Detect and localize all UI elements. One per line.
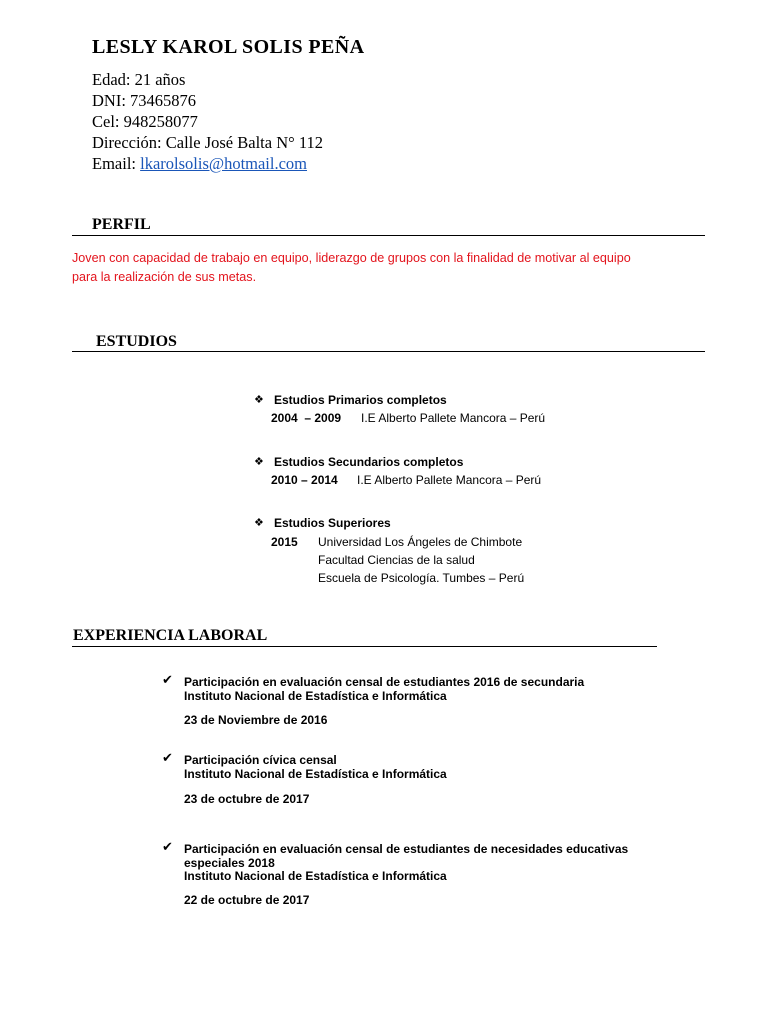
email-label: Email: [92,154,141,173]
diamond-bullet-icon: ❖ [254,517,264,529]
estudio-3-school: Escuela de Psicología. Tumbes – Perú [318,571,525,585]
diamond-bullet-icon: ❖ [254,394,264,406]
experiencia-1-org: Instituto Nacional de Estadística e Informática [184,689,447,703]
check-icon: ✔ [162,840,173,855]
estudio-3-faculty: Facultad Ciencias de la salud [318,553,475,567]
diamond-bullet-icon: ❖ [254,456,264,468]
estudios-divider [72,351,705,352]
perfil-text-line-2: para la realización de sus metas. [72,270,257,284]
experiencia-heading: EXPERIENCIA LABORAL [73,627,268,644]
experiencia-2-date: 23 de octubre de 2017 [184,792,310,806]
experiencia-1-date: 23 de Noviembre de 2016 [184,713,328,727]
estudio-1-title: Estudios Primarios completos [274,393,447,407]
estudio-1-years: 2004 – 2009 [271,411,342,425]
perfil-heading: PERFIL [92,216,151,233]
estudio-3-years: 2015 [271,535,298,549]
check-icon: ✔ [162,673,173,688]
experiencia-divider [72,646,657,647]
email-line [92,154,307,174]
experiencia-3-title-line-2: especiales 2018 [184,856,275,870]
estudio-2-school: I.E Alberto Pallete Mancora – Perú [357,473,542,487]
experiencia-1-title: Participación en evaluación censal de estudiantes 2016 de secundaria [184,675,585,689]
email-link[interactable]: lkarolsolis@hotmail.com [140,154,308,173]
estudio-2-years: 2010 – 2014 [271,473,338,487]
experiencia-2-org: Instituto Nacional de Estadística e Informática [184,767,447,781]
estudio-2-title: Estudios Secundarios completos [274,455,464,469]
experiencia-3-date: 22 de octubre de 2017 [184,893,310,907]
estudio-3-university: Universidad Los Ángeles de Chimbote [318,535,523,549]
candidate-name: LESLY KAROL SOLIS PEÑA [92,36,365,58]
estudio-1-school: I.E Alberto Pallete Mancora – Perú [361,411,546,425]
perfil-divider [72,235,705,236]
experiencia-2-title: Participación cívica censal [184,753,337,767]
experiencia-3-title-line-1: Participación en evaluación censal de estudiantes de necesidades educativas [184,842,629,856]
address-line: Dirección: Calle José Balta N° 112 [92,133,323,152]
experiencia-3-org: Instituto Nacional de Estadística e Informática [184,869,447,883]
estudio-3-title: Estudios Superiores [274,516,391,530]
phone-line: Cel: 948258077 [92,112,198,131]
check-icon: ✔ [162,751,173,766]
estudios-heading: ESTUDIOS [96,333,177,350]
dni-line: DNI: 73465876 [92,91,197,110]
age-line: Edad: 21 años [92,70,186,89]
perfil-text-line-1: Joven con capacidad de trabajo en equipo, liderazgo de grupos con la finalidad de motivar al equipo [72,251,631,265]
